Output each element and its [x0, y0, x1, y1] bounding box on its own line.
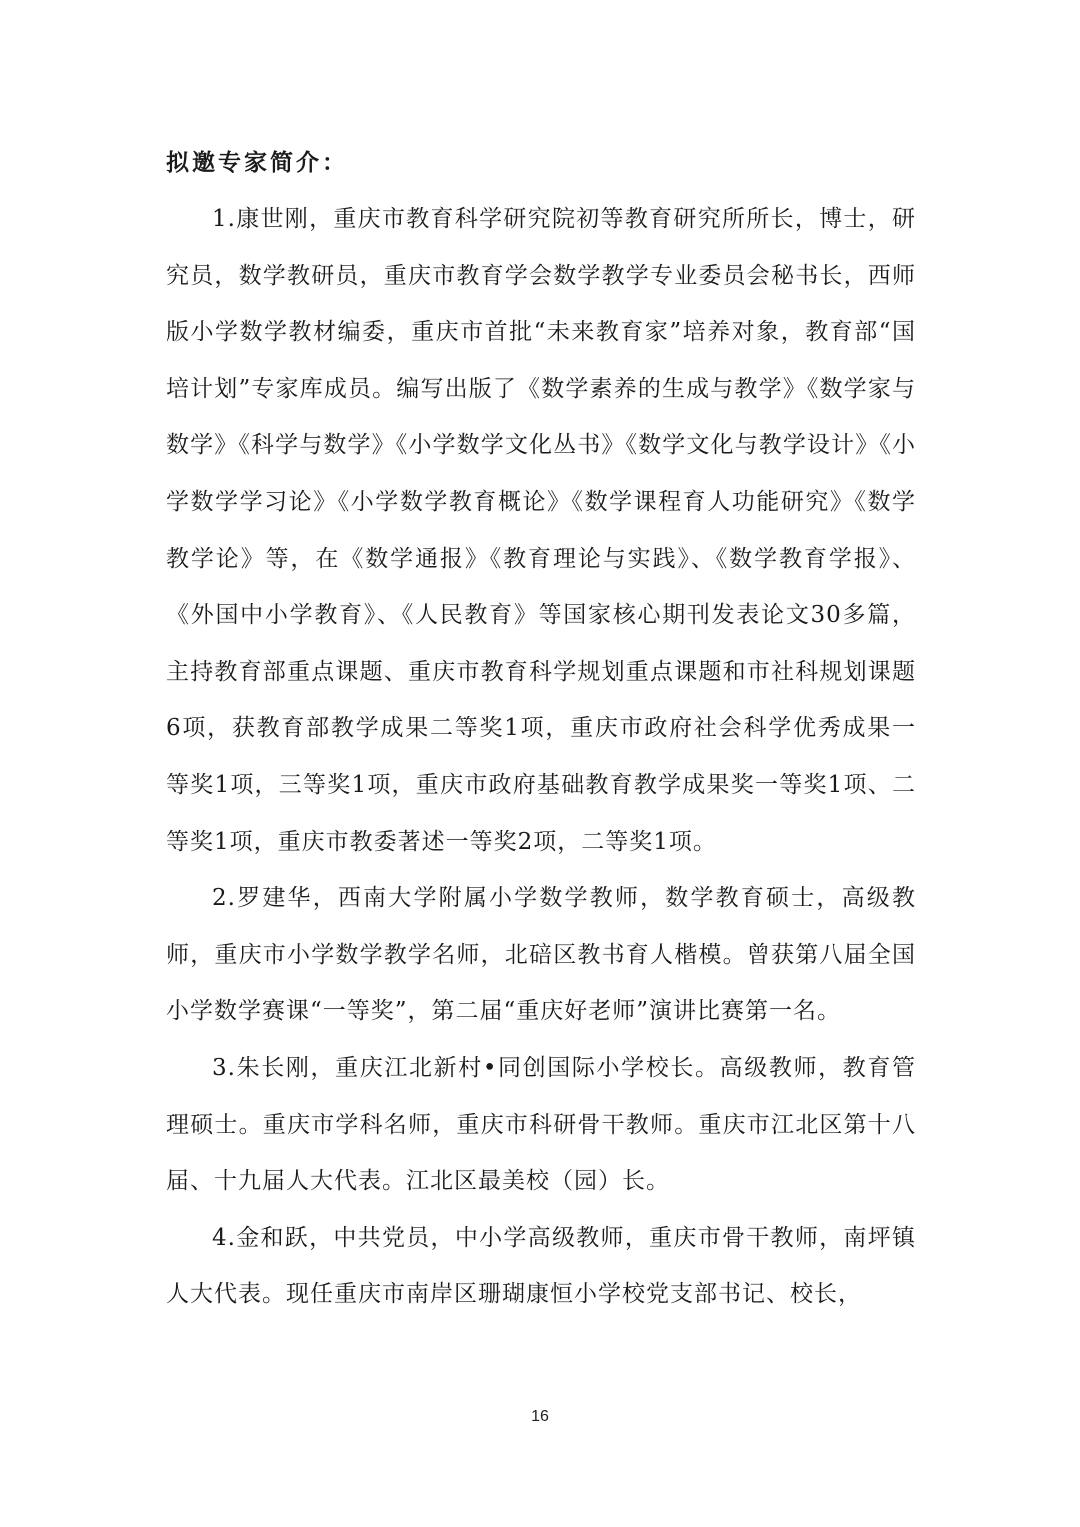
section-heading: 拟邀专家简介：: [166, 150, 348, 176]
page-number: 16: [531, 1408, 549, 1425]
expert-paragraph-1: 1.康世刚，重庆市教育科学研究院初等教育研究所所长，博士，研究员，数学教研员，重庆市教育学会数学教学专业委员会秘书长，西师版小学数学教材编委，重庆市首批“未来教育家”培养对象，教育部“国培计划”专家库成员。编写出版了《数学素养的生成与教学》《数学家与数学》《科学与数学》《小学数学文化丛书》《数学文化与教学设计》《小学数学学习论》《小学数学教育概论》《数学课程育人功能研究》《数学教学论》等，在《数学通报》《教育理论与实践》、《数学教育学报》、《外国中小学教育》、《人民教育》等国家核心期刊发表论文30多篇，主持教育部重点课题、重庆市教育科学规划重点课题和市社科规划课题6项，获教育部教学成果二等奖1项，重庆市政府社会科学优秀成果一等奖1项，三等奖1项，重庆市政府基础教育教学成果奖一等奖1项、二等奖1项，重庆市教委著述一等奖2项，二等奖1项。: [166, 206, 916, 855]
expert-paragraph-4: 4.金和跃，中共党员，中小学高级教师，重庆市骨干教师，南坪镇人大代表。现任重庆市南岸区珊瑚康恒小学校党支部书记、校长，: [166, 1224, 916, 1308]
expert-paragraph-3: 3.朱长刚，重庆江北新村•同创国际小学校长。高级教师，教育管理硕士。重庆市学科名师，重庆市科研骨干教师。重庆市江北区第十八届、十九届人大代表。江北区最美校（园）长。: [166, 1054, 916, 1195]
expert-paragraph-2: 2.罗建华，西南大学附属小学数学教师，数学教育硕士，高级教师，重庆市小学数学教学名师，北碚区教书育人楷模。曾获第八届全国小学数学赛课“一等奖”，第二届“重庆好老师”演讲比赛第一名。: [166, 885, 916, 1025]
document-body: [166, 135, 916, 1323]
